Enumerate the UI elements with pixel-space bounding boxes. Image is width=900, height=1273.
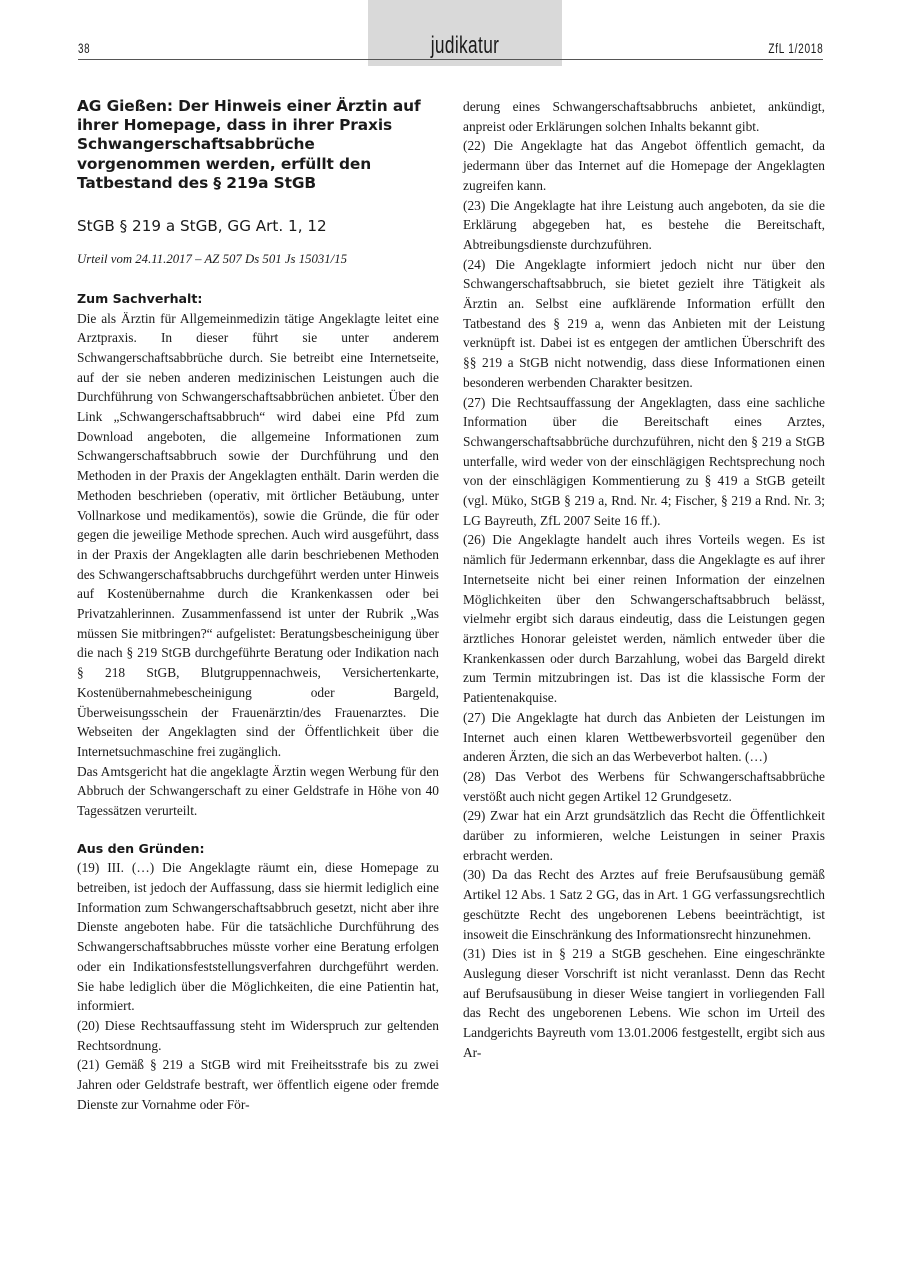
article-title: AG Gießen: Der Hinweis einer Ärztin auf ihrer Homepage, dass in ihrer Praxis Schwangerschaftsabbrüche vorgenommen werden, erfüllt den Tatbestand des § 219a StGB [77, 97, 421, 192]
journal-issue: ZfL 1/2018 [767, 40, 823, 56]
paragraph: (27) Die Rechtsauffassung der Angeklagten, dass eine sachliche Information über die Bereitschaft eines Arztes, Schwangerschaftsabbrüche durchzuführen, nicht den § 219 a StGB unterfalle, wird weder von der einschlägigen Rechtsprechung noch von der einschlägigen Kommentierung zu § 419 a StGB geteilt (vgl. Müko, StGB § 219 a, Rnd. Nr. 4; Fischer, § 219 a Rnd. Nr. 3; LG Bayreuth, ZfL 2007 Seite 16 ff.). [463, 394, 825, 528]
paragraph: (22) Die Angeklagte hat das Angebot öffentlich gemacht, da jedermann über das Internet auf die Homepage der Angeklagten zugreifen kann. [463, 138, 825, 193]
article-norms: StGB § 219 a StGB, GG Art. 1, 12 [77, 217, 327, 236]
paragraph: (28) Das Verbot des Werbens für Schwangerschaftsabbrüche verstößt auch nicht gegen Artikel 12 Grundgesetz. [463, 768, 825, 804]
paragraph: derung eines Schwangerschaftsabbruchs anbietet, ankündigt, anpreist oder Erklärungen solchen Inhalts bekannt gibt. [463, 99, 825, 134]
article-citation: Urteil vom 24.11.2017 – AZ 507 Ds 501 Js 15031/15 [77, 252, 348, 267]
page-header [0, 0, 900, 70]
paragraph: (24) Die Angeklagte informiert jedoch nicht nur über den Schwangerschaftsabbruch, sie bietet gezielt ihre Tätigkeit als Ärztin an. Selbst eine aufklärende Information erfüllt den Tatbestand des § 219 a, wenn das Anbieten mit der Leistung verknüpft ist. Dabei ist es entgegen der amtlichen Überschrift des §§ 219 a StGB nicht notwendig, dass diese Informationen einen besonderen werbenden Charakter besitzen. [463, 256, 825, 390]
left-column [77, 97, 439, 1114]
page-number: 38 [78, 40, 91, 56]
paragraph: (30) Da das Recht des Arztes auf freie Berufsausübung gemäß Artikel 12 Abs. 1 Satz 2 GG, das in Art. 1 GG verfassungsrechtlich geschützte Recht des ungeborenen Lebens beeinträchtigt, ist insoweit die Einschränkung des Informationsrecht hinzunehmen. [463, 867, 825, 942]
paragraph: (27) Die Angeklagte hat durch das Anbieten der Leistungen im Internet auch einen klaren Wettbewerbsvorteil gegenüber den anderen Ärzten, die sich an das Werbeverbot halten. (…) [463, 709, 825, 765]
paragraph: (19) III. (…) Die Angeklagte räumt ein, diese Homepage zu betreiben, ist jedoch der Auffassung, dass sie hiermit lediglich eine Information zum Schwangerschaftsabbruch gesetzt, nicht aber ihre Dienste angeboten habe. Für die tatsächliche Durchführung des Schwangerschaftsabbruches müsste vorher eine Beratung erfolgen oder ein Indikationsfeststellungsverfahren durchgeführt werden. Sie habe lediglich über die Möglichkeiten, die eine Patientin hat, informiert. [77, 860, 439, 1014]
paragraph: (23) Die Angeklagte hat ihre Leistung auch angeboten, da sie die Erklärung abgegeben hat, es bestehe die Bereitschaft, Abtreibungsdienste durchzuführen. [463, 197, 825, 252]
paragraph: (26) Die Angeklagte handelt auch ihres Vorteils wegen. Es ist nämlich für Jedermann erkennbar, dass die Angeklagte es auf ihrer Internetseite nicht bei einer reinen Information der einzelnen Möglichkeiten über den Schwangerschaftsabbruch belässt, vielmehr ergibt sich daraus eindeutig, dass die Leistungen gegen ärztliches Honorar geleistet werden, nämlich entweder über die Krankenkassen oder durch Barzahlung, wobei das Bargeld direkt zum Termin mitzubringen ist. Das ist die klassische Form der Patientenakquise. [463, 532, 825, 706]
section-label: judikatur [430, 32, 500, 59]
paragraph: (20) Diese Rechtsauffassung steht im Widerspruch zur geltenden Rechtsordnung. [77, 1017, 439, 1053]
paragraph: Das Amtsgericht hat die angeklagte Ärztin wegen Werbung für den Abbruch der Schwangerschaft zu einer Geldstrafe in Höhe von 40 Tagessätzen verurteilt. [77, 763, 439, 819]
right-column [463, 97, 825, 1062]
gruende-heading: Aus den Gründen: [77, 840, 205, 856]
paragraph: (29) Zwar hat ein Arzt grundsätzlich das Recht die Öffentlichkeit darüber zu informieren, welche Leistungen in seiner Praxis erbracht werden. [463, 808, 825, 863]
paragraph: (31) Dies ist in § 219 a StGB geschehen. Eine eingeschränkte Auslegung dieser Vorschrift ist nicht veranlasst. Denn das Recht auf Berufsausübung in dieser Weise tangiert in vorliegenden Fall das Recht des ungeborenen Lebens. Wie schon im Urteil des Landgerichts Bayreuth vom 13.01.2006 festgestellt, ergibt sich aus Ar- [463, 946, 825, 1060]
paragraph: Die als Ärztin für Allgemeinmedizin tätige Angeklagte leitet eine Arztpraxis. In dieser führt sie unter anderem Schwangerschaftsabbrüche durch. Sie betreibt eine Internetseite, auf der sie neben anderen medizinischen Leistungen auch die Durchführung von Schwangerschaftsabbrüchen anbietet. Über den Link „Schwangerschaftsabbruch“ wird dabei eine Pfd zum Download angeboten, die allgemeine Informationen zum Schwangerschaftsabbruch sowie der Durchführung und den Methoden in der Praxis der Angeklagten enthält. Darin werden die Methoden beschrieben (operativ, mit örtlicher Betäubung, unter Vollnarkose und medikamentös), sowie die Gründe, die für oder gegen die jeweilige Methode sprechen. Auch wird ausgeführt, dass in der Praxis der Angeklagten alle darin beschriebenen Methoden des Schwangerschaftsabbruchs durchgeführt werden unter Hinweis auf Kostenübernahme durch die Krankenkassen oder bei Privatzahlerinnen. Zusammenfassend ist unter der Rubrik „Was müssen Sie mitbringen?“ aufgelistet: Beratungsbescheinigung über die nach § 219 StGB durchgeführte Beratung oder Indikation nach § 218 StGB, Blutgruppennachweis, Versichertenkarte, Kostenübernahmebescheinigung oder Bargeld, Überweisungsschein der Frauenärztin/des Frauenarztes. Die Webseiten der Angeklagten sind der Öffentlichkeit über die Internetsuchmaschine frei zugänglich. [77, 310, 439, 759]
paragraph: (21) Gemäß § 219 a StGB wird mit Freiheitsstrafe bis zu zwei Jahren oder Geldstrafe bestraft, wer öffentlich eigene oder fremde Dienste zur Vornahme oder För- [77, 1057, 439, 1112]
sachverhalt-heading: Zum Sachverhalt: [77, 291, 203, 307]
